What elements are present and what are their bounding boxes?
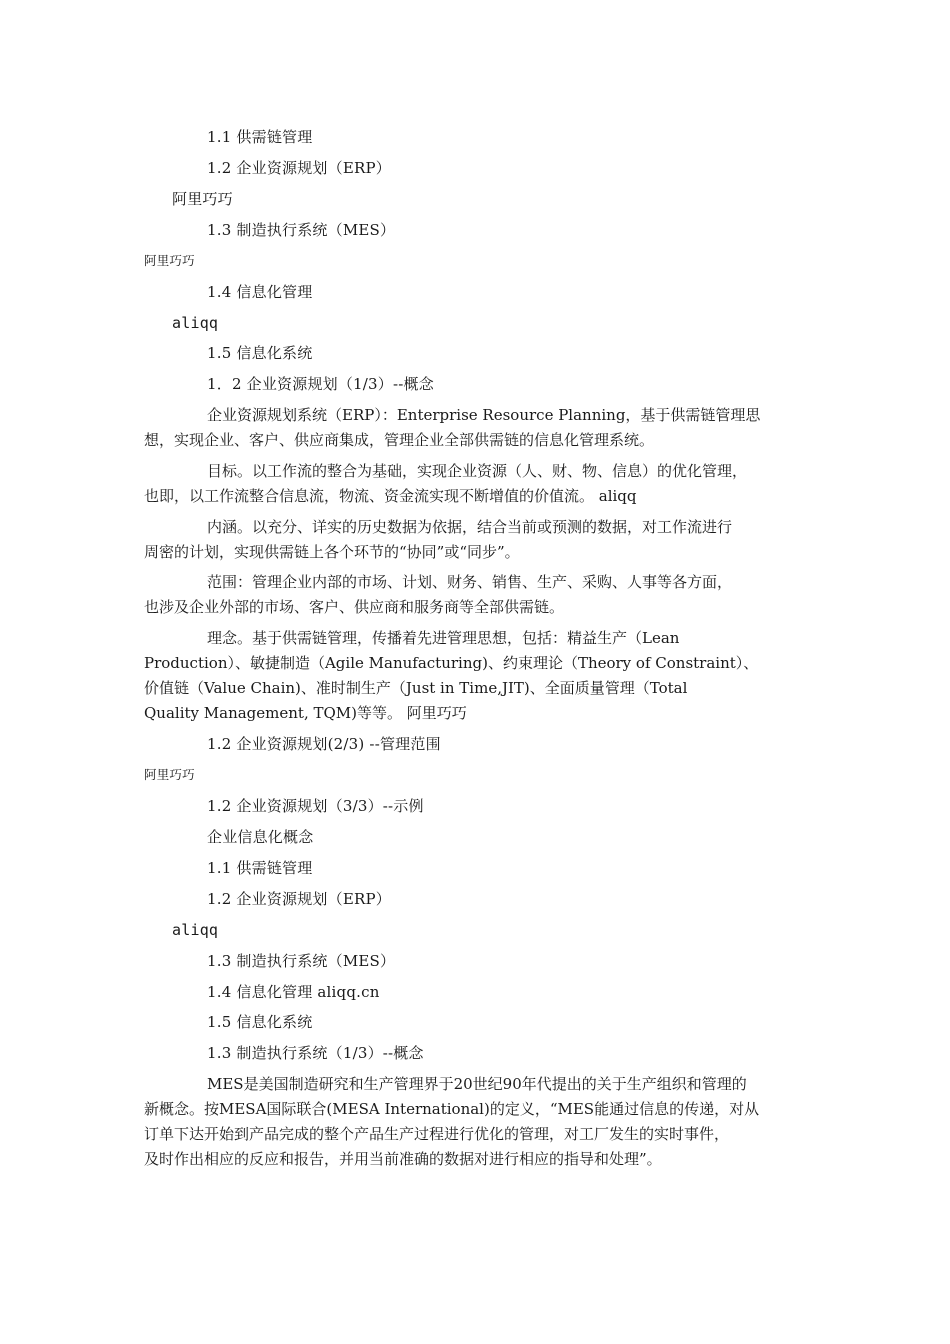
paragraph-line: MES是美国制造研究和生产管理界于20世纪90年代提出的关于生产组织和管理的: [207, 1075, 747, 1093]
erp-connotation-paragraph: [144, 515, 806, 565]
paragraph-line: Quality Management, TQM)等等。 阿里巧巧: [144, 704, 467, 722]
paragraph-line: 订单下达开始到产品完成的整个产品生产过程进行优化的管理，对工厂发生的实时事件，: [144, 1125, 730, 1143]
paragraph-line: 周密的计划，实现供需链上各个环节的“协同”或“同步”。: [144, 543, 520, 561]
toc-item-1-3: 1.3 制造执行系统（MES）: [207, 952, 396, 970]
erp-goal-paragraph: [144, 459, 806, 509]
paragraph-line: 想，实现企业、客户、供应商集成，管理企业全部供需链的信息化管理系统。: [144, 431, 655, 449]
paragraph-line: 目标。以工作流的整合为基础，实现企业资源（人、财、物、信息）的优化管理，: [207, 462, 748, 480]
paragraph-line: Production）、敏捷制造（Agile Manufacturing)、约束理论（Theory of Constraint）、: [144, 654, 759, 672]
watermark-text: aliqq: [172, 314, 219, 332]
paragraph-line: 范围：管理企业内部的市场、计划、财务、销售、生产、采购、人事等各方面，: [207, 573, 733, 591]
paragraph-line: 及时作出相应的反应和报告，并用当前准确的数据对进行相应的指导和处理”。: [144, 1150, 662, 1168]
toc-item-1-4: 1.4 信息化管理 aliqq.cn: [207, 983, 380, 1001]
section-heading-erp-scope: 1.2 企业资源规划(2/3) --管理范围: [207, 735, 441, 753]
erp-philosophy-paragraph: [144, 626, 806, 726]
paragraph-line: 理念。基于供需链管理，传播着先进管理思想，包括：精益生产（Lean: [207, 629, 680, 647]
mes-definition-paragraph: [144, 1072, 806, 1172]
paragraph-line: 企业资源规划系统（ERP）：Enterprise Resource Planning，基于供需链管理思: [207, 406, 761, 424]
section-heading-mes-concept: 1.3 制造执行系统（1/3）--概念: [207, 1044, 424, 1062]
toc-item-1-1: 1.1 供需链管理: [207, 859, 313, 877]
section-heading-erp-concept: 1．2 企业资源规划（1/3）--概念: [207, 375, 434, 393]
paragraph-line: 也即，以工作流整合信息流，物流、资金流实现不断增值的价值流。 aliqq: [144, 487, 637, 505]
watermark-text: 阿里巧巧: [144, 767, 195, 782]
toc-item-1-4: 1.4 信息化管理: [207, 283, 313, 301]
toc-item-1-3: 1.3 制造执行系统（MES）: [207, 221, 396, 239]
paragraph-line: 价值链（Value Chain)、准时制生产（Just in Time,JIT)、全面质量管理（Total: [144, 679, 688, 697]
section-heading-enterprise-informatization: 企业信息化概念: [207, 828, 314, 846]
paragraph-line: 内涵。以充分、详实的历史数据为依据，结合当前或预测的数据，对工作流进行: [207, 518, 733, 536]
erp-definition-paragraph: [144, 403, 806, 453]
erp-scope-paragraph: [144, 570, 806, 620]
toc-item-1-1: 1.1 供需链管理: [207, 128, 313, 146]
section-heading-erp-example: 1.2 企业资源规划（3/3）--示例: [207, 797, 424, 815]
toc-item-1-5: 1.5 信息化系统: [207, 344, 313, 362]
toc-item-1-2: 1.2 企业资源规划（ERP）: [207, 890, 391, 908]
watermark-text: 阿里巧巧: [172, 190, 233, 208]
watermark-text: 阿里巧巧: [144, 253, 195, 268]
watermark-text: aliqq: [172, 921, 219, 939]
toc-item-1-5: 1.5 信息化系统: [207, 1013, 313, 1031]
toc-item-1-2: 1.2 企业资源规划（ERP）: [207, 159, 391, 177]
paragraph-line: 新概念。按MESA国际联合(MESA International)的定义，“MES能通过信息的传递，对从: [144, 1100, 760, 1118]
paragraph-line: 也涉及企业外部的市场、客户、供应商和服务商等全部供需链。: [144, 598, 565, 616]
